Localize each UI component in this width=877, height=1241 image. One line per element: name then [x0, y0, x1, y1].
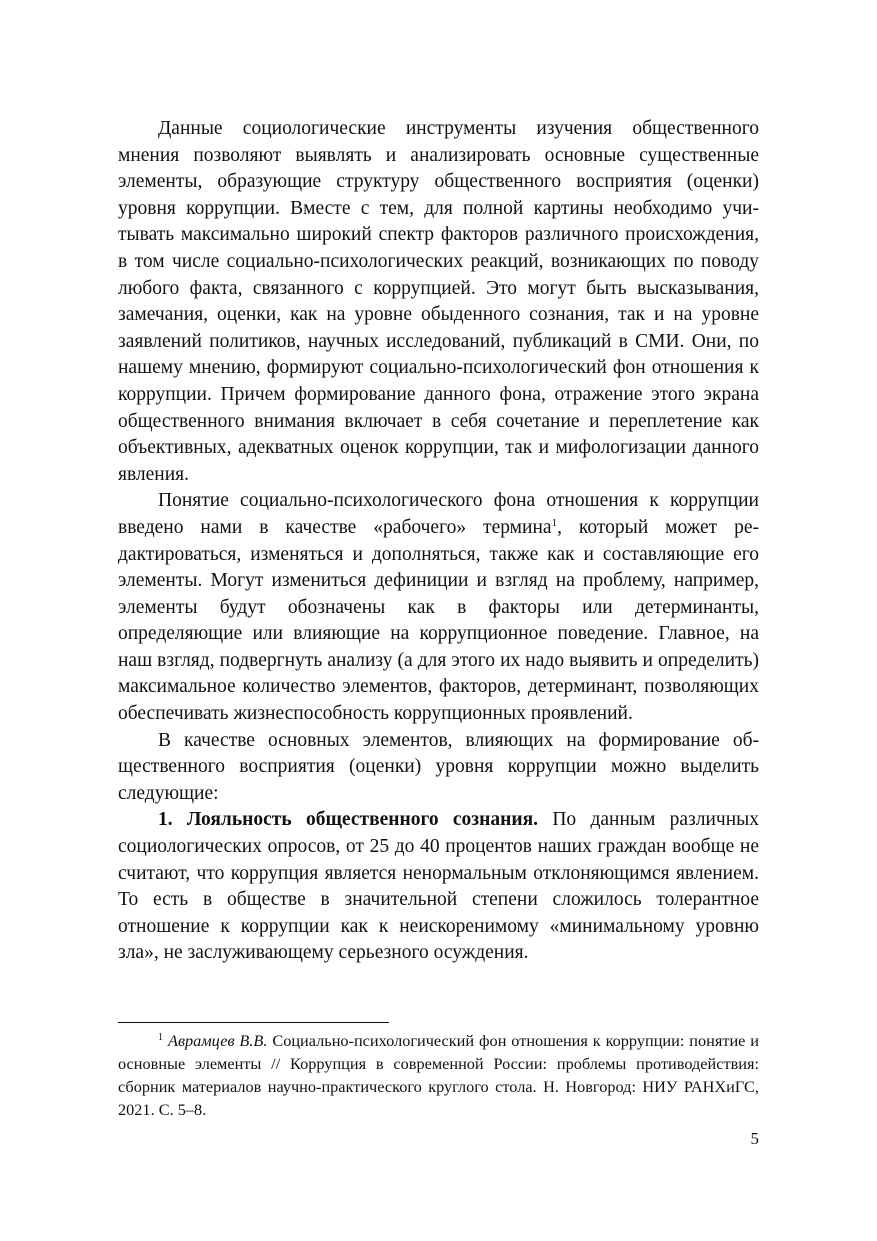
main-text [118, 116, 759, 967]
paragraph-4-text: По данным различных социологических опросов, от 25 до 40 процентов наших граждан вообще не считают, что коррупция является ненормальным отклоняющимся явлением. То есть в обществе в значительной степени сложилось толерантное отношение к коррупции как к неискоренимому «минимальному уровню зла», не заслуживающему серьезного осуждения. [118, 809, 759, 964]
footnote-author: Аврамцев В.В. [168, 1031, 268, 1050]
page-number: 5 [750, 1129, 759, 1148]
paragraph-1: Данные социологические инструменты изучения общественного мнения позволяют выявлять и анализировать основные существенные элементы, образующие структуру общественного восприятия (оценки) уровня коррупции. Вместе с тем, для полной картины необходимо учитывать максимально широкий спектр факторов различного происхождения, в том числе социально-психологических реакций, возникающих по поводу любого факта, связанного с коррупцией. Это могут быть высказывания, замечания, оценки, как на уровне обыденного сознания, так и на уровне заявлений политиков, научных исследований, публикаций в СМИ. Они, по нашему мнению, формируют социально-психологический фон отношения к коррупции. Причем формирование данного фона, отражение этого экрана общественного внимания включает в себя сочетание и переплетение как объективных, адекватных оценок коррупции, так и мифологизации данного явления. [118, 118, 759, 485]
footnote-divider [118, 1022, 389, 1023]
paragraph-4 [118, 807, 759, 967]
paragraph-2-end: , который может редактироваться, изменяться и дополняться, также как и составляющие его элементы. Могут измениться дефиниции и взгляд на проблему, например, элементы будут обозначены как в факторы или детерминанты, определяющие или влияющие на коррупционное поведение. Главное, на наш взгляд, подвергнуть анализу (а для этого их надо выявить и определить) максимальное количество элементов, факторов, детерминант, позволяющих обеспечивать жизнеспособность коррупционных проявлений. [118, 516, 759, 725]
paragraph-3: В качестве основных элементов, влияющих на формирование общественного восприятия (оценки) уровня коррупции можно выделить следующие: [118, 729, 759, 804]
footnote [118, 1029, 759, 1121]
paragraph-2 [118, 488, 759, 727]
footnote-text: Социально-психологический фон отношения к коррупции: понятие и основные элементы // Коррупция в современной России: проблемы противодействия: сборник материалов научно-практического круглого стола. Н. Новгород: НИУ РАНХиГС, 2021. С. 5–8. [118, 1031, 759, 1119]
footnote-reference[interactable]: 1 [551, 516, 558, 529]
section-heading-loyalty: 1. Лояльность общественного сознания. [158, 809, 539, 831]
footnote-number: 1 [158, 1032, 163, 1043]
paragraph-2-start: Понятие социально-психологического фона отношения к коррупции введено нами в качестве «рабочего» термина [118, 490, 759, 538]
